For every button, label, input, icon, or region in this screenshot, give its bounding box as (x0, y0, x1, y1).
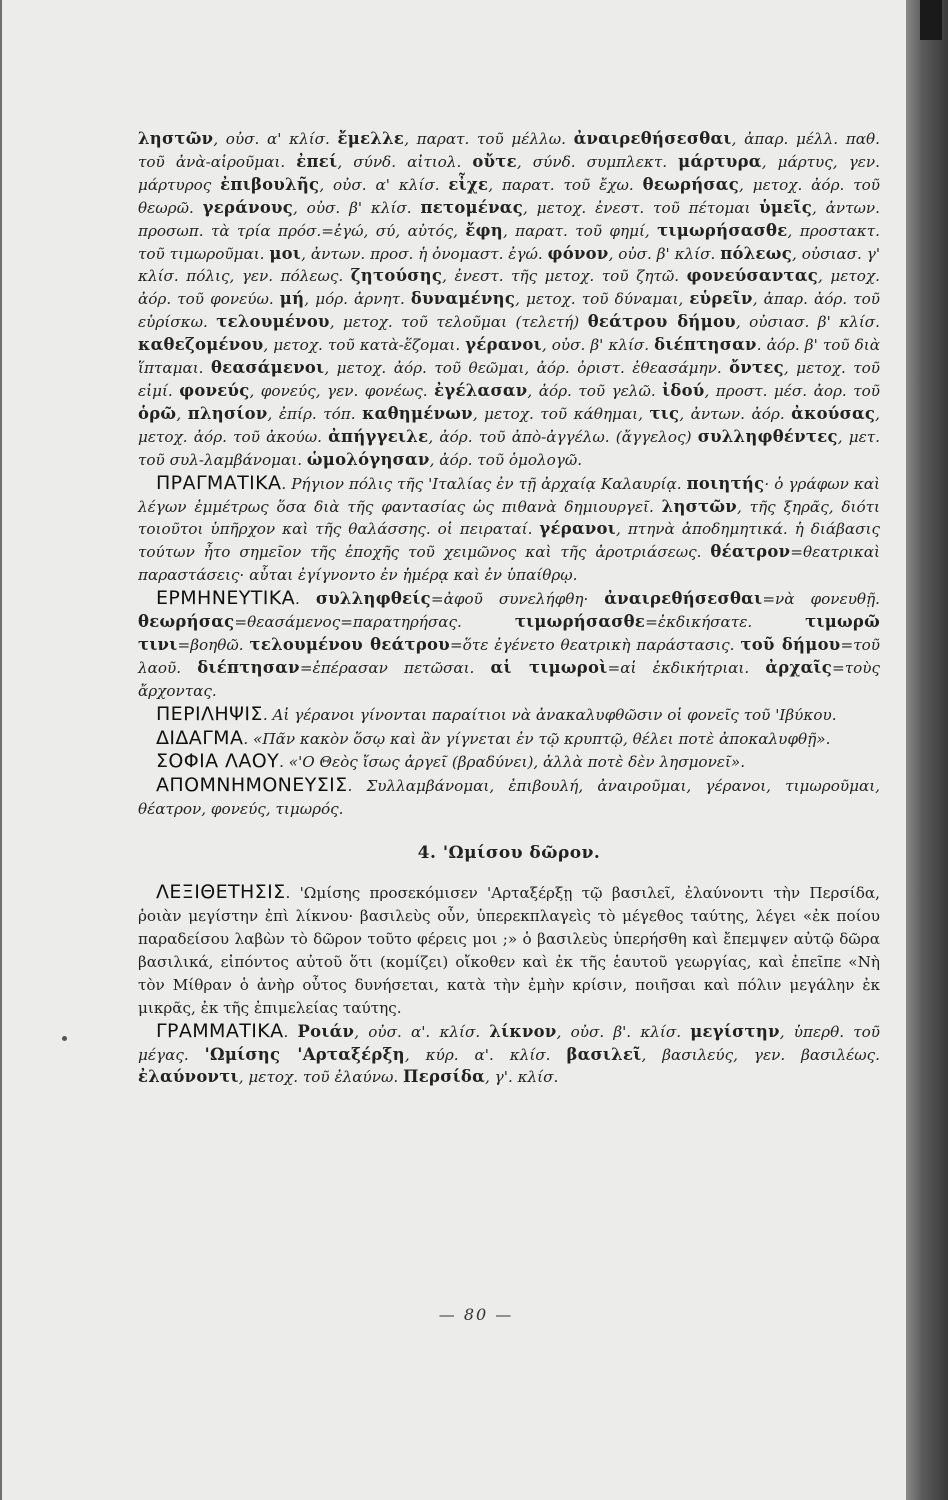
gloss-text: , οὐσιασ. γ' κλίσ. πόλις, γεν. πόλεως. (138, 244, 880, 286)
gloss-text: =τοῦ λαοῦ. (138, 635, 880, 677)
term: 'Ωμίσης 'Αρταξέρξη (204, 1044, 405, 1064)
term: θέατρον (710, 542, 791, 562)
section-label: ΠΡΑΓΜΑΤΙΚΑ (156, 471, 282, 494)
gloss-text: , βασιλεύς, γεν. βασιλέως. (641, 1045, 880, 1064)
gloss-text: , κύρ. α'. κλίσ. (404, 1045, 567, 1064)
ermineftika-paragraph (138, 587, 880, 703)
section-label: ΑΠΟΜΝΗΜΟΝΕΥΣΙΣ (156, 774, 348, 797)
term: ὁρῶ (138, 403, 177, 423)
section-label: ΓΡΑΜΜΑΤΙΚΑ (156, 1019, 284, 1042)
term: ἀναιρεθήσεσθαι (604, 589, 763, 609)
term: φόνον (547, 243, 609, 263)
gloss-text: , οὐσ. α'. κλίσ. (354, 1022, 490, 1041)
perilipsis-paragraph (138, 703, 880, 727)
term: ἔφη (465, 220, 503, 240)
term: διέπτησαν (197, 657, 300, 677)
sofia-laou-paragraph (138, 750, 880, 774)
gloss-text: =ἐπέρασαν πετῶσαι. (299, 658, 491, 677)
term: ζητούσης (350, 266, 443, 286)
gloss-text: , ἀντων. προσ. ἡ ὀνομαστ. ἐγώ. (301, 244, 548, 263)
term: πλησίον (187, 403, 268, 423)
gloss-text: =θεασάμενος=παρατηρήσας. (234, 613, 515, 632)
term: εἶχε (448, 174, 489, 194)
gloss-text: , ἀπαρ. μέλλ. παθ. τοῦ ἀνὰ-αἱροῦμαι. (138, 130, 880, 171)
term: συλληφθείς (315, 589, 431, 609)
gloss-text: , φονεύς, γεν. φονέως. (249, 381, 435, 400)
apomnimonefsis-paragraph (138, 774, 880, 821)
gloss-text: , ἐπίρ. τόπ. (267, 404, 363, 423)
section-title: 4. 'Ωμίσου δῶρον. (417, 843, 601, 864)
gloss-text: . Συλλαμβάνομαι, ἐπιβουλή, ἀναιροῦμαι, γέρανοι, τιμωροῦμαι, θέατρον, φονεύς, τιμωρός. (138, 777, 880, 819)
term: ἔμελλε (337, 129, 405, 148)
gloss-text: , μετοχ. τοῦ κάθημαι, (472, 404, 650, 423)
gloss-text: , ὑπερθ. τοῦ μέγας. (138, 1022, 881, 1064)
gloss-text: , προστ. μέσ. ἀορ. τοῦ (704, 381, 880, 400)
grammatika-paragraph (138, 1020, 880, 1090)
gloss-text: , οὐσ. β'. κλίσ. (556, 1022, 691, 1041)
didagma-paragraph (138, 727, 880, 751)
term: γέρανοι (539, 519, 617, 539)
section-label: ΕΡΜΗΝΕΥΤΙΚΑ (156, 587, 296, 610)
gloss-text: =ὅτε ἐγένετο θεατρικὴ παράστασις. (449, 635, 741, 654)
page-text (138, 128, 880, 1089)
gloss-text: . «Πᾶν κακὸν ὅσῳ καὶ ἂν γίγνεται ἐν τῷ κρυπτῷ, θέλει ποτὲ ἀποκαλυφθῇ». (243, 729, 831, 748)
term: Ροιάν (297, 1021, 355, 1041)
term: ληστῶν (138, 129, 214, 148)
term: λίκνον (489, 1021, 557, 1041)
gloss-paragraph (138, 128, 880, 472)
term: ὑμεῖς (759, 197, 812, 217)
gloss-text: , γ'. κλίσ. (485, 1068, 559, 1087)
gloss-text: , μετοχ. ἀόρ. τοῦ φονεύω. (138, 267, 880, 309)
gloss-text: , (176, 404, 188, 423)
term: ἐγέλασαν (434, 380, 528, 400)
section-label: ΠΕΡΙΛΗΨΙΣ (156, 702, 263, 725)
gloss-text: , ἀντων. ἀόρ. (679, 404, 792, 423)
term: φονεύσαντας (686, 266, 819, 286)
gloss-text: , τῆς ξηρᾶς, διότι τοιοῦτοι ὑπῆρχον καὶ τῆς θαλάσσης. οἱ πειραταί. (138, 497, 880, 539)
gloss-text: , παρατ. τοῦ μέλλω. (404, 130, 574, 148)
gloss-text: =αἱ ἐκδικήτριαι. (607, 658, 766, 677)
gloss-text: , οὐσ. β' κλίσ. (293, 198, 421, 217)
term: μεγίστην (690, 1021, 780, 1041)
gloss-text: . ἀόρ. β' τοῦ διὰ ἵπταμαι. (138, 336, 880, 378)
section-label: ΣΟΦΙΑ ΛΑΟΥ (156, 750, 280, 773)
term: γέρανοι (465, 335, 542, 355)
gloss-text: , παρατ. τοῦ ἔχω. (488, 175, 643, 194)
term: ἀρχαῖς (765, 657, 832, 677)
term: θεασάμενοι (210, 358, 325, 378)
gloss-text: . Ρήγιον πόλις τῆς 'Ιταλίας ἐν τῇ ἀρχαίᾳ Καλαυρίᾳ. (281, 474, 687, 493)
gloss-text: =θεατρικαὶ παραστάσεις· αὗται ἐγίγνοντο ἐν ἡμέρᾳ καὶ ἐν ὑπαίθρῳ. (138, 543, 880, 585)
gloss-text: , προστακτ. τοῦ τιμωροῦμαι. (138, 221, 880, 263)
gloss-text: , ἀπαρ. ἀόρ. τοῦ εὑρίσκω. (138, 290, 880, 332)
term: ἐλαύνοντι (138, 1067, 239, 1087)
pragmatika-paragraph (138, 472, 880, 588)
term: πόλεως (720, 243, 792, 263)
term: ὄντες (729, 358, 784, 378)
gloss-text: , μάρτυς, γεν. μάρτυρος (138, 152, 880, 194)
section-label: ΔΙΔΑΓΜΑ (156, 726, 244, 749)
body-text: . 'Ωμίσης προσεκόμισεν 'Αρταξέρξῃ τῷ βασιλεῖ, ἐλαύνοντι τὴν Περσίδα, ῥοιὰν μεγίστην ἐπὶ λίκνου· βασιλεὺς οὖν, ὑπερεκπλαγεὶς τὸ μέγεθος ταύτης, λέγει «ἐκ ποίου παραδείσου λαβὼν τὸ δῶρον τοῦτο φέρεις μοι ;» ὁ βασιλεὺς ὑπερήσθη καὶ ἔπεμψεν αὐτῷ δῶρα βασιλικά, εἰπόντος αὐτοῦ ὅτι (κομίζει) οἴκοθεν καὶ ἐκ τῆς ἑαυτοῦ γεωργίας, καὶ ἐπεῖπε «Νὴ τὸν Μίθραν ὁ ἀνὴρ οὗτος δυνήσεται, κατὰ τὴν ἐμὴν κρίσιν, ποιῆσαι καὶ πόλιν μεγάλην ἐκ μικρᾶς, ἐκ τῆς ἐπιμελείας ταύτης. (138, 884, 880, 1017)
gloss-text: =ἐκδικήσατε. (645, 613, 806, 632)
gloss-text: , μετοχ. ἀόρ. τοῦ ἀκούω. (138, 404, 880, 446)
gloss-text: , ἀόρ. τοῦ γελῶ. (527, 381, 663, 400)
term: εὑρεῖν (689, 289, 753, 309)
gloss-text: , ἀόρ. τοῦ ἀπὸ-ἀγγέλω. (ἄγγελος) (428, 427, 698, 446)
gloss-text: . (295, 590, 316, 609)
term: τις (649, 403, 680, 423)
gloss-text: , οὐσ. β' κλίσ. (541, 336, 655, 355)
gloss-text: , σύνδ. συμπλεκτ. (516, 152, 679, 171)
term: τελουμένου θεάτρου (249, 634, 450, 654)
term: γεράνους (202, 197, 294, 217)
term: ἐπεί (296, 151, 338, 171)
gloss-text: , μετοχ. τοῦ κατὰ-ἕζομαι. (263, 336, 466, 355)
term: Περσίδα (403, 1067, 486, 1087)
gloss-text: , μόρ. ἀρνητ. (304, 290, 411, 309)
term: ἀναιρεθήσεσθαι (573, 129, 732, 148)
gloss-text: , μετοχ. τοῦ εἰμί. (138, 359, 881, 400)
gloss-text: =νὰ φονευθῇ. (762, 590, 880, 609)
gloss-text: , οὐσ. β' κλίσ. (608, 244, 721, 263)
term: καθεζομένου (138, 335, 264, 355)
term: ἀκούσας (791, 403, 876, 423)
term: θεάτρου δήμου (587, 312, 736, 332)
term: τιμωρῶ τινι (138, 612, 881, 654)
term: ληστῶν (661, 496, 737, 516)
gloss-text: , μετοχ. τοῦ τελοῦμαι (τελετή) (329, 313, 588, 332)
gloss-text: . Αἱ γέρανοι γίνονται παραίτιοι νὰ ἀνακαλυφθῶσιν οἱ φονεῖς τοῦ 'Ιβύκου. (262, 705, 837, 724)
gloss-text: =τοὺς ἄρχοντας. (138, 658, 881, 700)
term: οὔτε (472, 151, 517, 171)
term: τελουμένου (216, 312, 330, 332)
term: θεωρήσας (138, 612, 235, 632)
term: συλληφθέντες (697, 426, 838, 446)
page-number: — 80 — (438, 1305, 514, 1324)
term: ἀπήγγειλε (328, 426, 429, 446)
book-page (2, 0, 906, 1500)
term: μοι (269, 243, 302, 263)
term: τοῦ δήμου (740, 634, 841, 654)
term: ὡμολόγησαν (306, 449, 430, 469)
gloss-text: , οὐσ. α' κλίσ. (319, 175, 449, 194)
term: ποιητής (686, 473, 765, 493)
term: ἐπιβουλῆς (220, 174, 320, 194)
gloss-text: . «'Ο Θεὸς ἴσως ἀργεῖ (βραδύνει), ἀλλὰ ποτὲ δὲν λησμονεῖ». (279, 753, 746, 772)
term: ἰδού (662, 380, 705, 400)
gloss-text: , μετοχ. τοῦ δύναμαι, (515, 290, 690, 309)
gloss-text: , παρατ. τοῦ φημί, (502, 221, 658, 240)
term: πετομένας (420, 197, 523, 217)
term: καθημένων (362, 403, 473, 423)
gloss-text: , οὐσιασ. β' κλίσ. (735, 313, 880, 332)
gloss-text: . (283, 1022, 298, 1041)
term: αἱ τιμωροὶ (490, 657, 608, 677)
section-label: ΛΕΞΙΘΕΤΗΣΙΣ (156, 881, 286, 904)
term: διέπτησαν (654, 335, 757, 355)
lexithetisis-paragraph (138, 881, 880, 1019)
term: φονεύς (179, 380, 250, 400)
gloss-text: , πτηνὰ ἀποδημητικά. ἡ διάβασις τούτων ἦτο σημεῖον τῆς ἐποχῆς τοῦ χειμῶνος καὶ τῆς ἀροτριάσεως. (138, 520, 880, 562)
gloss-text: , ἀόρ. τοῦ ὁμολογῶ. (429, 450, 583, 469)
gloss-text: , μετοχ. ἀόρ. τοῦ θεωρῶ. (138, 175, 880, 217)
term: τιμωρήσασθε (514, 612, 646, 632)
gloss-text: , οὐσ. α' κλίσ. (213, 130, 338, 148)
gloss-text: , σύνδ. αἰτιολ. (337, 152, 473, 171)
term: δυναμένης (410, 289, 516, 309)
margin-mark (62, 1036, 67, 1041)
gloss-text: , μετοχ. ἐνεστ. τοῦ πέτομαι (523, 198, 760, 217)
gloss-text: , ἀντων. προσωπ. τὰ τρία πρόσ.=ἐγώ, σύ, αὐτός, (138, 198, 880, 240)
term: βασιλεῖ (566, 1044, 642, 1064)
term: τιμωρήσασθε (657, 220, 788, 240)
term: θεωρήσας (642, 174, 739, 194)
book-spine (906, 0, 948, 1500)
term: μάρτυρα (678, 151, 762, 171)
gloss-text: =ἀφοῦ συνελήφθη· (430, 590, 605, 609)
gloss-text: , μετοχ. ἀόρ. τοῦ θεῶμαι, ἀόρ. ὁριστ. ἐθεασάμην. (324, 359, 730, 378)
gloss-text: , ἐνεστ. τῆς μετοχ. τοῦ ζητῶ. (442, 267, 687, 286)
gloss-text: · ὁ γράφων καὶ λέγων ἐμμέτρως ὅσα διὰ τῆς φαντασίας ὡς πιθανὰ δημιουργεῖ. (138, 474, 881, 516)
gloss-text: , μετ. τοῦ συλ-λαμβάνομαι. (138, 427, 881, 469)
gloss-text: , μετοχ. τοῦ ἐλαύνω. (238, 1068, 404, 1087)
term: μή (279, 289, 305, 309)
gloss-text: =βοηθῶ. (177, 635, 250, 654)
